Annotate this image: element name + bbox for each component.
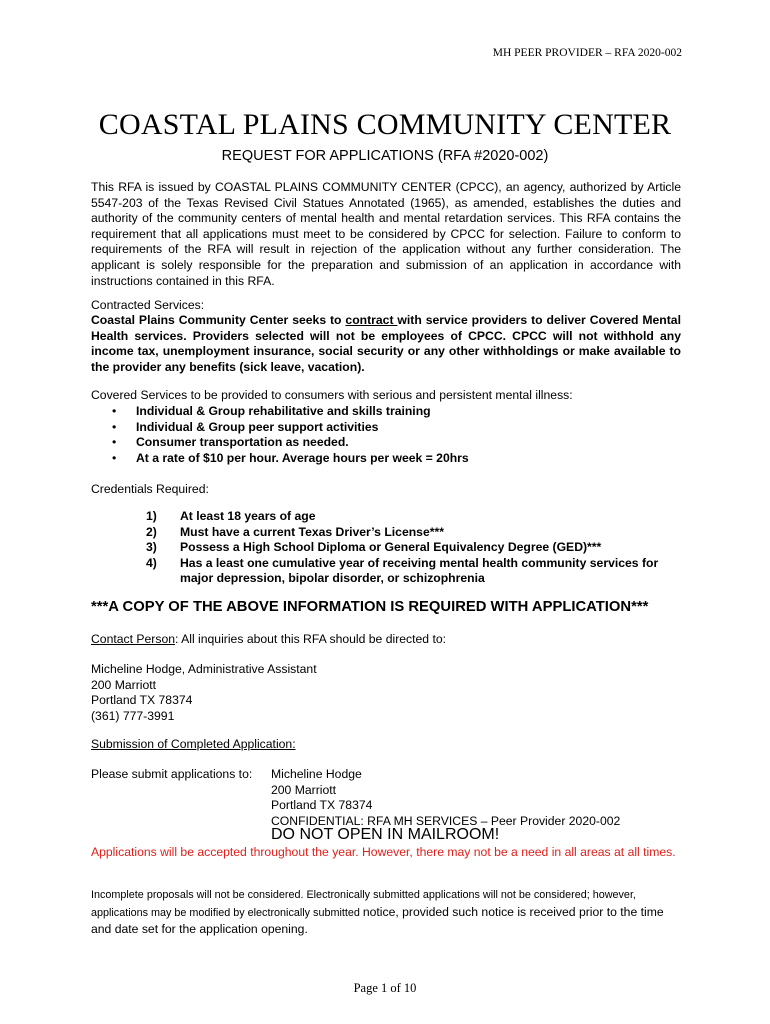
contracted-services-paragraph	[91, 313, 681, 375]
list-item	[112, 435, 469, 451]
list-number: 1)	[146, 509, 157, 523]
contact-city: Portland TX 78374	[91, 693, 193, 708]
contact-line	[91, 632, 681, 648]
covered-services-heading: Covered Services to be provided to consumers with serious and persistent mental illness:	[91, 388, 573, 402]
list-number: 2)	[146, 524, 157, 539]
list-item	[112, 451, 469, 467]
document-reference-header: MH PEER PROVIDER – RFA 2020-002	[492, 47, 682, 59]
bullet-icon: •	[112, 450, 117, 465]
contracted-services-heading: Contracted Services:	[91, 298, 205, 312]
covered-services-list	[112, 404, 469, 466]
submission-name: Micheline Hodge	[271, 767, 362, 781]
submission-street: 200 Marriott	[271, 782, 337, 797]
list-item-text: Has a least one cumulative year of receiving mental health community services for major depression, bipolar disorder, or schizophrenia	[180, 555, 659, 586]
list-item-text: At least 18 years of age	[180, 509, 316, 523]
list-item-text: Individual & Group rehabilitative and skills training	[136, 404, 431, 418]
incomplete-small-text: Incomplete proposals will not be considered. Electronically submitted applications will not be considered; however, applications may be modified by electronically submitted	[91, 889, 636, 919]
do-not-open-warning: DO NOT OPEN IN MAILROOM!	[271, 826, 500, 843]
contact-name: Micheline Hodge, Administrative Assistant	[91, 662, 317, 676]
list-number: 4)	[146, 555, 157, 570]
list-item	[146, 525, 686, 541]
credentials-heading: Credentials Required:	[91, 482, 209, 496]
contracted-text-b: with service providers to deliver Covered Mental Health services. Providers selected will not be employees of CPCC. CPCC will not withhold any income tax, unemployment insurance, social security or any other withholdings or make available to the provider any benefits (sick leave, vacation).	[91, 313, 681, 374]
submission-label: Please submit applications to:	[91, 767, 253, 781]
contact-label: Contact Person	[91, 632, 176, 646]
list-item-text: Consumer transportation as needed.	[136, 435, 349, 450]
list-item	[112, 404, 469, 420]
intro-paragraph: This RFA is issued by COASTAL PLAINS COMMUNITY CENTER (CPCC), an agency, authorized by Article 5547-203 of the Texas Revised Civil Statues Annotated (1965), as amended, establishes the duties and authority of the community centers of mental health and mental retardation services. This RFA contains the requirement that all applications must meet to be considered by CPCC for selection. Failure to conform to requirements of the RFA will result in rejection of the application without any further consideration. The applicant is solely responsible for the preparation and submission of an application in accordance with instructions contained in this RFA.	[91, 180, 681, 288]
list-item	[146, 556, 686, 587]
submission-heading-text: Submission of Completed Application:	[91, 737, 296, 751]
required-copy-notice: ***A COPY OF THE ABOVE INFORMATION IS REQUIRED WITH APPLICATION***	[91, 599, 649, 615]
contact-text: : All inquiries about this RFA should be directed to:	[175, 632, 447, 646]
page-subtitle: REQUEST FOR APPLICATIONS (RFA #2020-002)	[221, 148, 549, 164]
bullet-icon: •	[112, 419, 117, 434]
incomplete-normal-text: notice, provided such notice is received prior to the time and date set for the application opening.	[91, 904, 664, 937]
credentials-list	[146, 509, 686, 587]
contact-address	[91, 662, 681, 724]
incomplete-proposals-paragraph	[91, 886, 681, 938]
bullet-icon: •	[112, 404, 117, 418]
contracted-text-a: Coastal Plains Community Center seeks to	[91, 313, 346, 327]
submission-confidential: CONFIDENTIAL: RFA MH SERVICES – Peer Provider 2020-002	[271, 813, 621, 828]
contact-street: 200 Marriott	[91, 677, 157, 692]
contact-phone: (361) 777-3991	[91, 708, 175, 723]
accepted-notice: Applications will be accepted throughout the year. However, there may not be a need in all areas at all times.	[91, 845, 676, 859]
submission-address	[271, 767, 620, 829]
list-item-text: At a rate of $10 per hour. Average hours per week = 20hrs	[136, 450, 469, 465]
contract-underlined-word: contract	[345, 313, 398, 327]
list-item-text: Must have a current Texas Driver’s License***	[180, 524, 444, 539]
list-item	[146, 509, 686, 525]
list-item-text: Possess a High School Diploma or General Equivalency Degree (GED)***	[180, 540, 602, 555]
list-item	[112, 420, 469, 436]
bullet-icon: •	[112, 435, 117, 450]
list-item-text: Individual & Group peer support activities	[136, 419, 379, 434]
submission-heading	[91, 737, 681, 753]
list-item	[146, 540, 686, 556]
list-number: 3)	[146, 540, 157, 555]
page-title: COASTAL PLAINS COMMUNITY CENTER	[98, 108, 672, 141]
submission-city: Portland TX 78374	[271, 798, 373, 813]
page-number: Page 1 of 10	[353, 981, 417, 995]
